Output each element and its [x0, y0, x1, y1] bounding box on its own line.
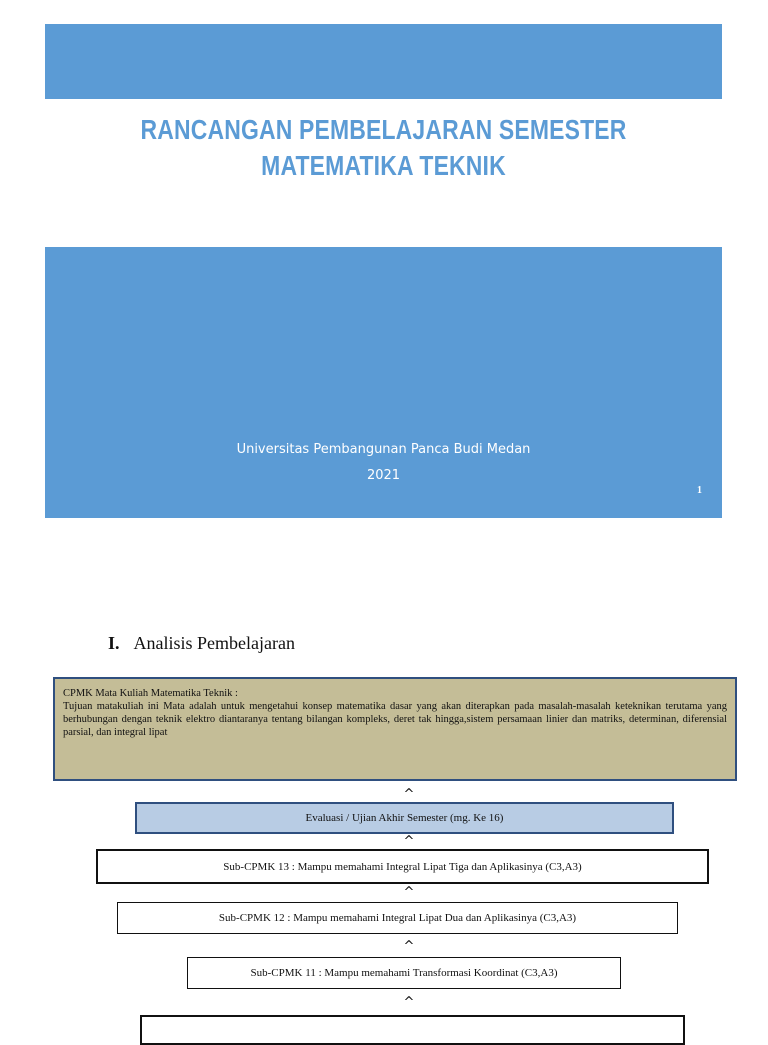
- up-arrow-icon: ^: [403, 834, 415, 849]
- sub-cpmk-11-label: Sub-CPMK 11 : Mampu memahami Transformasi Koordinat (C3,A3): [250, 967, 558, 979]
- sub-cpmk-12-label: Sub-CPMK 12 : Mampu memahami Integral Lipat Dua dan Aplikasinya (C3,A3): [218, 912, 577, 924]
- sub-cpmk-11-box: [187, 957, 621, 989]
- cover-top-band: [45, 24, 722, 99]
- up-arrow-icon: ^: [403, 787, 415, 802]
- evaluation-box: [135, 802, 674, 834]
- cpmk-heading: CPMK Mata Kuliah Matematika Teknik :: [63, 688, 238, 699]
- cpmk-description: Tujuan matakuliah ini Mata adalah untuk mengetahui konsep matematika dasar yang akan diterapkan pada masalah-masalah keteknikan terutama yang berhubungan dengan teknik elektro diantaranya tentang bilangan kompleks, deret tak hingga,sistem persamaan linier dan matriks, determinan, diferensial parsial, dan integral lipat: [63, 701, 727, 738]
- section-number: I.: [108, 633, 120, 653]
- up-arrow-icon: ^: [403, 885, 415, 900]
- section-heading: [108, 633, 295, 654]
- page-number: 1: [697, 485, 702, 496]
- up-arrow-icon: ^: [403, 995, 415, 1010]
- cover-year: 2021: [366, 468, 401, 483]
- institution-name: Universitas Pembangunan Panca Budi Medan: [236, 442, 531, 457]
- cover-title-line2: MATEMATIKA TEKNIK: [261, 150, 506, 181]
- sub-cpmk-13-box: [96, 849, 709, 884]
- sub-cpmk-next-box: [140, 1015, 685, 1045]
- cover-title-line1: RANCANGAN PEMBELAJARAN SEMESTER: [140, 114, 627, 145]
- cpmk-box: [53, 677, 737, 781]
- evaluation-label: Evaluasi / Ujian Akhir Semester (mg. Ke 16): [305, 812, 504, 824]
- section-title: Analisis Pembelajaran: [133, 633, 295, 653]
- sub-cpmk-12-box: [117, 902, 678, 934]
- up-arrow-icon: ^: [403, 939, 415, 954]
- cover-main-band: [45, 247, 722, 518]
- sub-cpmk-13-label: Sub-CPMK 13 : Mampu memahami Integral Lipat Tiga dan Aplikasinya (C3,A3): [223, 860, 582, 873]
- cover-title: [106, 112, 661, 184]
